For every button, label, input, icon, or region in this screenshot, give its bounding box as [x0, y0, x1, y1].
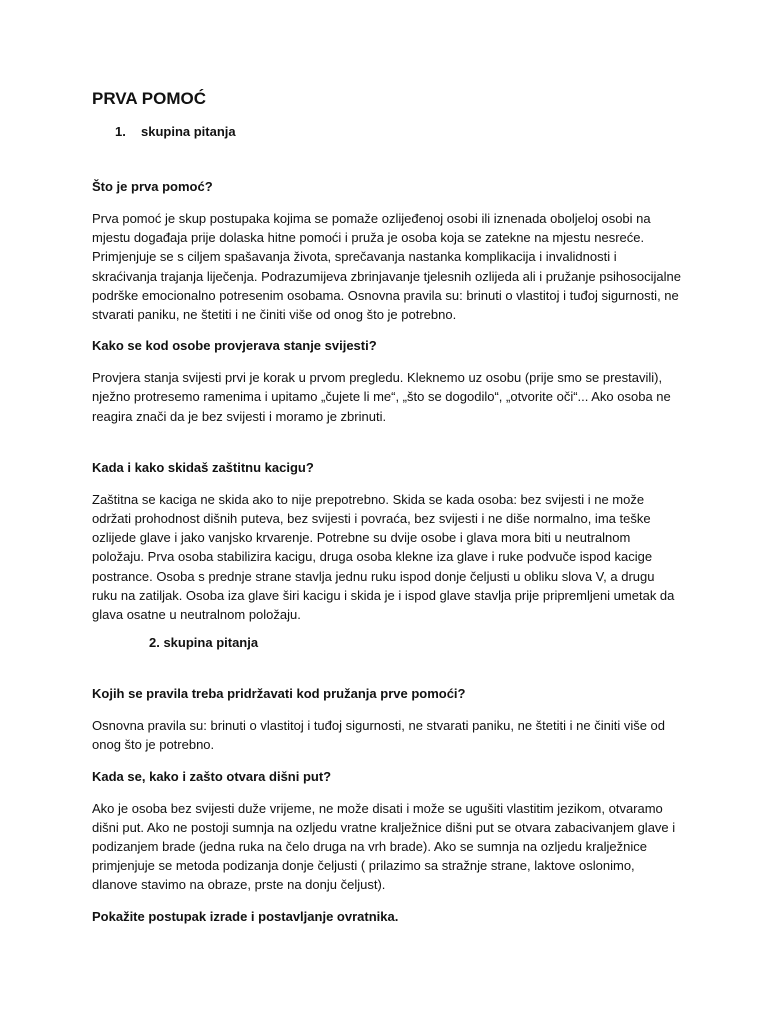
answer-5: Ako je osoba bez svijesti duže vrijeme, ne može disati i može se ugušiti vlastitim jezikom, otvaramo dišni put. Ako ne postoji sumnja na ozljedu vratne kralježnice dišni put se otvara zabacivanjem glave i podizanjem brade (jedna ruka na čelo druga na vrh brade). Ako se sumnja na ozljedu kralježnice primjenjuje se metoda podizanja donje čeljusti ( prilazimo sa stražnje strane, laktove oslonimo, dlanove stavimo na obraze, prste na donju čeljust).: [92, 800, 676, 893]
document-page: [92, 88, 682, 926]
answer-2: Provjera stanja svijesti prvi je korak u prvom pregledu. Kleknemo uz osobu (prije smo se prestavili), nježno protresemo ramenima i upitamo „čujete li me“, „što se dogodilo“, „otvorite oči“... Ako osoba ne reagira znači da je bez svijesti i moramo je zbrinuti.: [92, 370, 671, 424]
question-6: Pokažite postupak izrade i postavljanje ovratnika.: [92, 908, 399, 924]
answer-3: Zaštitna se kaciga ne skida ako to nije prepotrebno. Skida se kada osoba: bez svijesti i ne može održati prohodnost dišnih puteva, bez svijesti i povraća, bez svijesti i ne diše normalno, ima teške ozlijede glave i jako vanjsko krvarenje. Potrebne su dvije osobe i glava mora biti u neutralnom položaju. Prva osoba stabilizira kacigu, druga osoba klekne iza glave i ruke podvuče ispod kacige postrance. Osoba s prednje strane stavlja jednu ruku ispod donje čeljusti u obliku slova V, a drugu ruku na zatiljak. Osoba iza glave širi kacigu i skida je i ispod glave stavlja prije pripremljeni umetak da glava osatne u neutralnom položaju.: [92, 491, 675, 623]
question-2: Kako se kod osobe provjerava stanje svijesti?: [92, 338, 377, 354]
question-4: Kojih se pravila treba pridržavati kod pružanja prve pomoći?: [92, 686, 466, 702]
group-number-1: 1.: [115, 124, 126, 139]
document-title: PRVA POMOĆ: [92, 89, 206, 108]
question-3: Kada i kako skidaš zaštitnu kacigu?: [92, 459, 314, 475]
answer-1: Prva pomoć je skup postupaka kojima se pomaže ozlijeđenoj osobi ili iznenada oboljeloj osobi na mjestu događaja prije dolaska hitne pomoći i pruža je osoba koja se zatekne na mjestu nesreće. Primjenjuje se s ciljem spašavanja života, sprečavanja nastanka komplikacija i invalidnosti i skraćivanja trajanja liječenja. Podrazumijeva zbrinjavanje tjelesnih ozlijeda ali i pružanje psihosocijalne podrške emocionalno potresenim osobama. Osnovna pravila su: brinuti o vlastitoj i tuđoj sigurnosti, ne stvarati paniku, ne štetiti i ne činiti više od onog što je potrebno.: [92, 211, 681, 323]
question-5: Kada se, kako i zašto otvara dišni put?: [92, 768, 332, 784]
question-1: Što je prva pomoć?: [92, 179, 213, 194]
group-heading-2: 2. skupina pitanja: [149, 635, 259, 651]
answer-4: Osnovna pravila su: brinuti o vlastitoj i tuđoj sigurnosti, ne stvarati paniku, ne štetiti i ne činiti više od onog što je potrebno.: [92, 718, 666, 753]
group-heading-1: [92, 123, 682, 141]
group-label-1: skupina pitanja: [141, 124, 236, 139]
